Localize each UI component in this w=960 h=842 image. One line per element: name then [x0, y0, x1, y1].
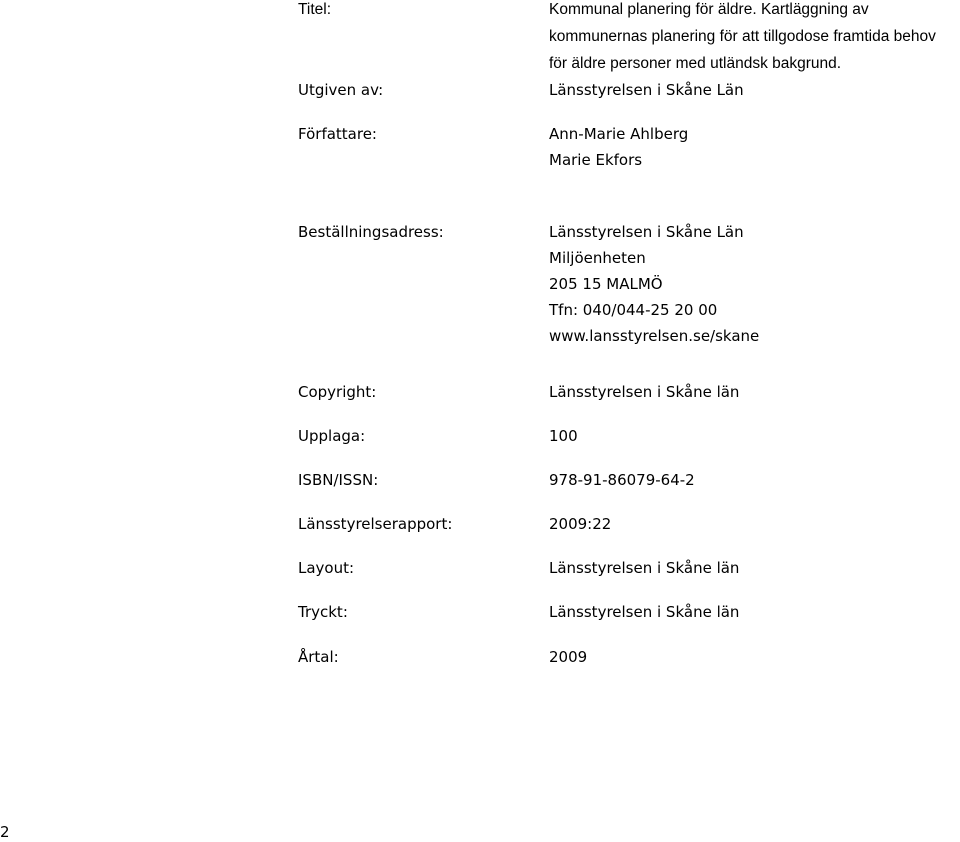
layout-label: Layout: [298, 559, 355, 577]
year-value: 2009 [549, 648, 588, 666]
copyright-value: Länsstyrelsen i Skåne län [549, 383, 740, 401]
order-address-line-3: 205 15 MALMÖ [549, 275, 663, 293]
order-address-line-1: Länsstyrelsen i Skåne Län [549, 223, 744, 241]
publisher-value: Länsstyrelsen i Skåne Län [549, 81, 744, 99]
layout-value: Länsstyrelsen i Skåne län [549, 559, 740, 577]
author-1: Ann-Marie Ahlberg [549, 125, 689, 143]
title-label: Titel: [298, 1, 332, 18]
report-label: Länsstyrelserapport: [298, 515, 453, 533]
isbn-label: ISBN/ISSN: [298, 471, 379, 489]
year-label: Årtal: [298, 648, 339, 666]
order-address-label: Beställningsadress: [298, 223, 444, 241]
printed-label: Tryckt: [298, 603, 348, 621]
printed-value: Länsstyrelsen i Skåne län [549, 603, 740, 621]
edition-value: 100 [549, 427, 578, 445]
order-address-website: www.lansstyrelsen.se/skane [549, 327, 760, 345]
authors-label: Författare: [298, 125, 377, 143]
isbn-value: 978-91-86079-64-2 [549, 471, 695, 489]
publisher-label: Utgiven av: [298, 81, 384, 99]
order-address-phone: Tfn: 040/044-25 20 00 [549, 301, 718, 319]
edition-label: Upplaga: [298, 427, 366, 445]
title-line-2: kommunernas planering för att tillgodose framtida behov [549, 28, 936, 45]
title-line-3: för äldre personer med utländsk bakgrund. [549, 55, 842, 72]
copyright-label: Copyright: [298, 383, 377, 401]
report-value: 2009:22 [549, 515, 612, 533]
author-2: Marie Ekfors [549, 151, 643, 169]
title-line-1: Kommunal planering för äldre. Kartläggning av [549, 1, 869, 18]
page-number: 2 [0, 823, 10, 841]
order-address-line-2: Miljöenheten [549, 249, 646, 267]
